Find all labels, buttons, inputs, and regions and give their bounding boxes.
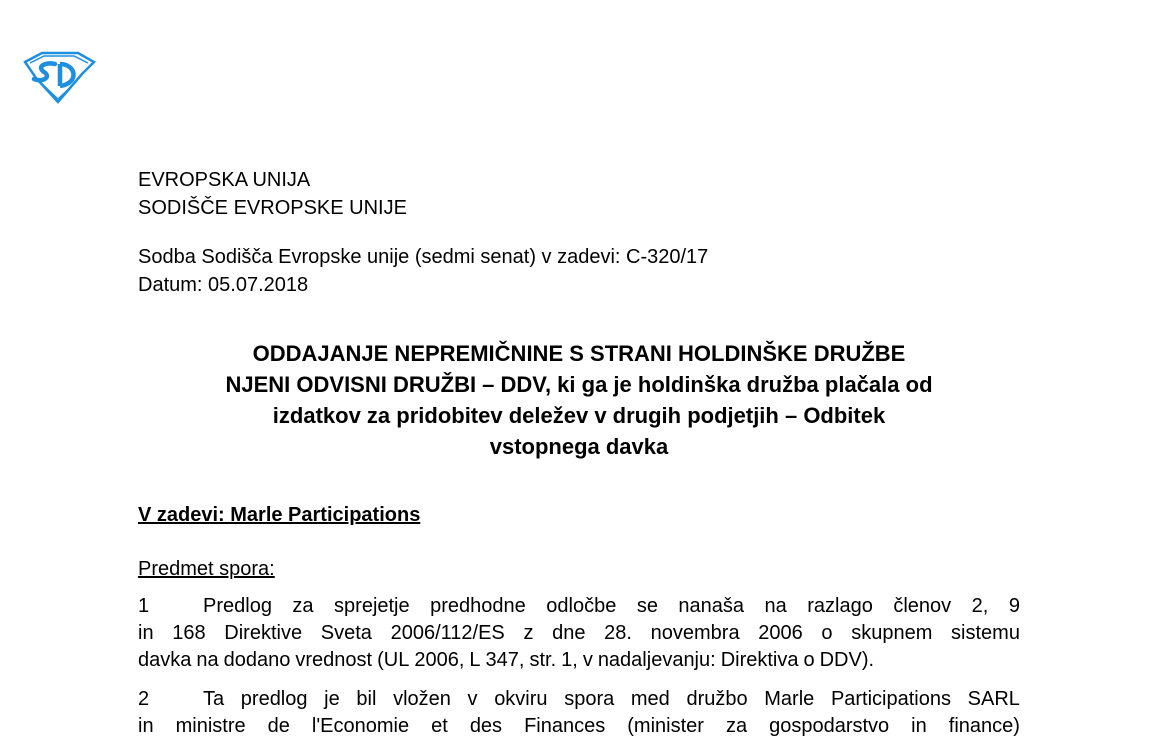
- paragraph-line: davka na dodano vrednost (UL 2006, L 347, str. 1, v nadaljevanju: Direktiva o DDV).: [138, 649, 875, 671]
- judgment-title: [138, 338, 1020, 462]
- subject-heading: Predmet spora:: [138, 558, 275, 580]
- paragraph-line: in ministre de l'Economie et des Finances (minister za gospodarstvo in finance): [138, 715, 1020, 737]
- case-reference: Sodba Sodišča Evropske unije (sedmi senat) v zadevi: C-320/17: [138, 246, 709, 268]
- case-info: [138, 243, 708, 299]
- court-header: [138, 166, 407, 222]
- paragraph-line: Predlog za sprejetje predhodne odločbe se nanaša na razlago členov 2, 9: [203, 595, 1020, 617]
- paragraph: [138, 593, 1020, 674]
- title-line: izdatkov za pridobitev deležev v drugih podjetjih – Odbitek: [272, 403, 886, 428]
- paragraph-line: Ta predlog je bil vložen v okviru spora med družbo Marle Participations SARL: [203, 688, 1020, 710]
- title-line: ODDAJANJE NEPREMIČNINE S STRANI HOLDINŠKE DRUŽBE: [252, 341, 906, 366]
- paragraph-number: 2: [138, 688, 150, 710]
- header-line-court: SODIŠČE EVROPSKE UNIJE: [138, 197, 407, 219]
- court-logo: [22, 50, 96, 104]
- header-line-eu: EVROPSKA UNIJA: [138, 169, 311, 191]
- title-line: NJENI ODVISNI DRUŽBI – DDV, ki ga je holdinška družba plačala od: [225, 372, 933, 397]
- case-date: Datum: 05.07.2018: [138, 274, 309, 296]
- paragraph-number: 1: [138, 595, 150, 617]
- title-line: vstopnega davka: [489, 434, 669, 459]
- case-heading: V zadevi: Marle Participations: [138, 504, 421, 526]
- court-logo-icon: [22, 50, 96, 104]
- paragraph: [138, 686, 1020, 740]
- paragraph-line: in 168 Direktive Sveta 2006/112/ES z dne 28. novembra 2006 o skupnem sistemu: [138, 622, 1020, 644]
